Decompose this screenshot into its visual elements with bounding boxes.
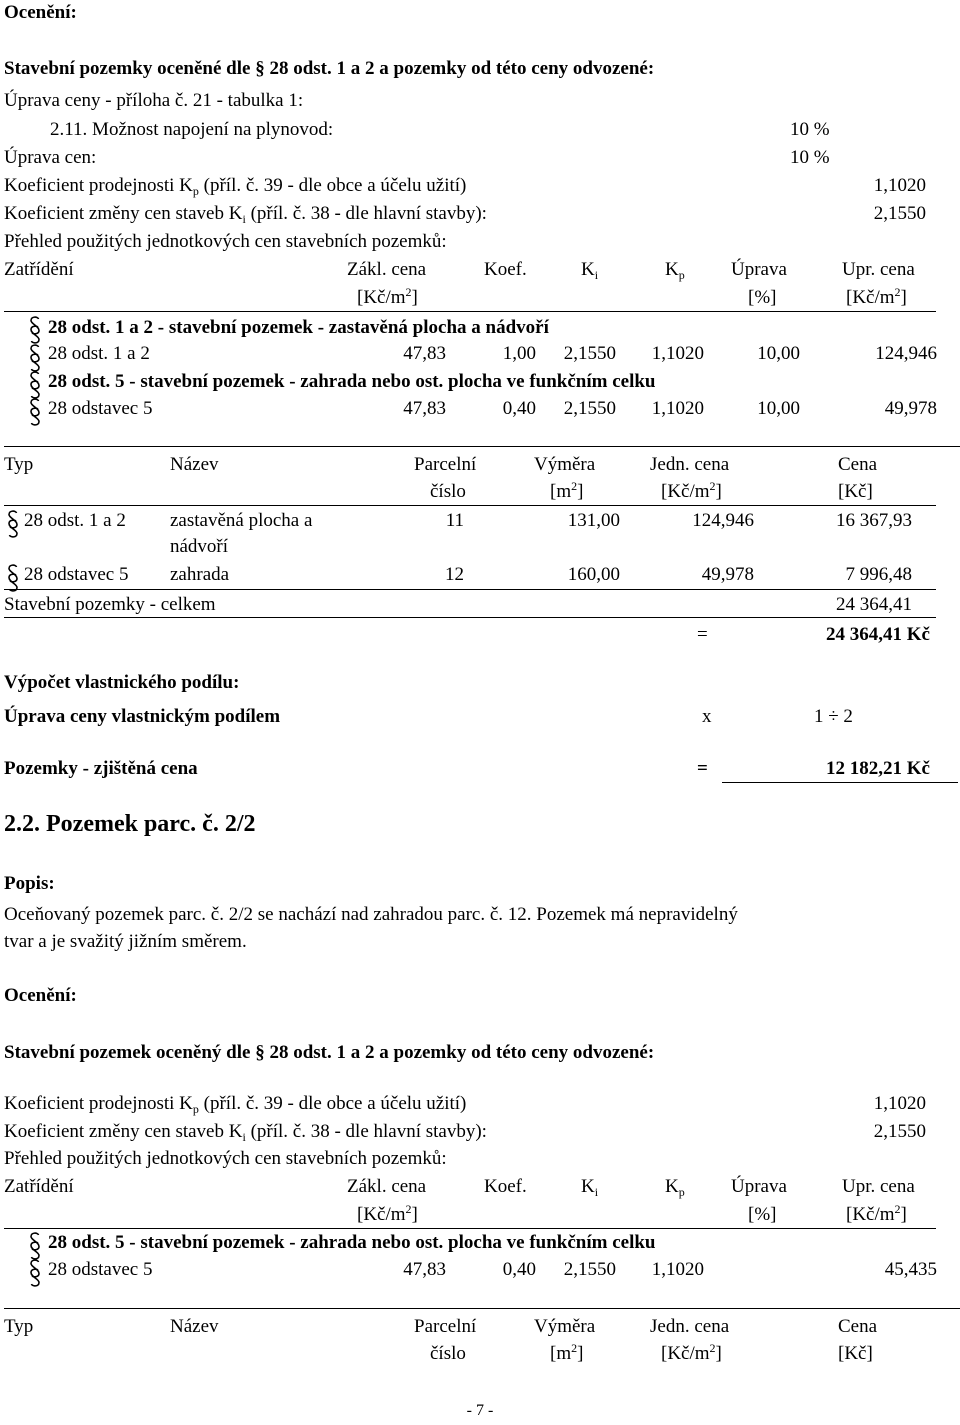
t2-row2-jedn: 49,978 <box>701 564 754 585</box>
hdr-zakl-cena: Zákl. cena <box>347 259 427 280</box>
t4-hdr-cena-unit: [Kč] <box>838 1343 873 1364</box>
plynovod-label: 2.11. Možnost napojení na plynovod: <box>50 119 334 140</box>
kp-label: Koeficient prodejnosti $K_p$ (příl. č. 39 - dle obce a účelu užití) <box>4 175 467 198</box>
plynovod-value: 10 % <box>790 119 830 140</box>
subtitle2: Stavební pozemek oceněný dle § 28 odst. 1 a 2 a pozemky od této ceny odvozené: <box>4 1042 655 1063</box>
paragraph-sign-icon <box>28 315 42 345</box>
celkem-line <box>4 617 936 618</box>
t2-row2-vymera: 160,00 <box>567 564 620 585</box>
paragraph-sign-icon <box>28 1231 42 1261</box>
hdr2-uprava: Úprava <box>731 1176 787 1197</box>
subtitle-stavebni-pozemky: Stavební pozemky oceněné dle § 28 odst. 1 a 2 a pozemky od této ceny odvozené: <box>4 58 655 79</box>
row1-koef: 1,00 <box>502 343 536 364</box>
kp-value: 1,1020 <box>873 175 926 196</box>
t2-row1-parcelni: 11 <box>445 510 464 531</box>
t2-hdr-vymera-unit: $[m^2]$ <box>550 479 584 502</box>
t4-hdr-jedn-unit: $[Kč/m^2]$ <box>661 1341 722 1364</box>
t2-hdr-typ: Typ <box>4 454 34 475</box>
row1-zatrideni: 28 odst. 1 a 2 <box>48 343 150 364</box>
t4-hdr-jedn-cena: Jedn. cena <box>650 1316 730 1337</box>
t2-row1-jedn: 124,946 <box>692 510 754 531</box>
row3-kp: 1,1020 <box>651 1259 704 1280</box>
hdr-kp: $K_p$ <box>665 259 685 282</box>
row2-koef: 0,40 <box>502 398 536 419</box>
t2-row2-nazev: zahrada <box>170 564 230 585</box>
t2-row1-cena: 16 367,93 <box>836 510 912 531</box>
section-title: 2.2. Pozemek parc. č. 2/2 <box>4 811 256 837</box>
ki2-label: Koeficient změny cen staveb $K_i$ (příl. č. 38 - dle hlavní stavby): <box>4 1121 487 1144</box>
t2-row1-nazev: zastavěná plocha a <box>170 510 313 531</box>
row3-upr-cena: 45,435 <box>884 1259 937 1280</box>
zjistena-underline <box>722 782 958 783</box>
row1-kp: 1,1020 <box>651 343 704 364</box>
oceneni2-heading: Ocenění: <box>4 985 77 1006</box>
table2-rows-line <box>4 589 936 590</box>
row2-zatrideni: 28 odstavec 5 <box>48 398 153 419</box>
hdr-ki: $K_i$ <box>581 259 599 282</box>
celkem-label: Stavební pozemky - celkem <box>4 594 216 615</box>
t4-hdr-typ: Typ <box>4 1316 34 1337</box>
ki-value: 2,1550 <box>873 203 926 224</box>
t2-hdr-vymera: Výměra <box>534 454 596 475</box>
row1-ki: 2,1550 <box>563 343 616 364</box>
prehled-label: Přehled použitých jednotkových cen stavebních pozemků: <box>4 231 447 252</box>
t4-hdr-cislo: číslo <box>430 1343 466 1364</box>
uprava-podil-label: Úprava ceny vlastnickým podílem <box>4 706 281 727</box>
row2-ki: 2,1550 <box>563 398 616 419</box>
t2-row2-cena: 7 996,48 <box>845 564 912 585</box>
hdr-uprava: Úprava <box>731 259 787 280</box>
group3-title: 28 odst. 5 - stavební pozemek - zahrada nebo ost. plocha ve funkčním celku <box>48 1232 656 1253</box>
group2-title: 28 odst. 5 - stavební pozemek - zahrada nebo ost. plocha ve funkčním celku <box>48 371 656 392</box>
row2-upr-cena: 49,978 <box>884 398 937 419</box>
kp2-label: Koeficient prodejnosti $K_p$ (příl. č. 39 - dle obce a účelu užití) <box>4 1093 467 1116</box>
table2-header-line <box>4 505 936 506</box>
t2-row2-parcelni: 12 <box>445 564 464 585</box>
hdr2-zakl-cena: Zákl. cena <box>347 1176 427 1197</box>
paragraph-sign-icon <box>28 370 42 400</box>
page-number: - 7 - <box>466 1402 494 1419</box>
t2-row2-typ: 28 odstavec 5 <box>24 564 129 585</box>
table2-top-line <box>4 446 960 447</box>
row2-uprava: 10,00 <box>757 398 800 419</box>
hdr2-kp: $K_p$ <box>665 1176 685 1199</box>
t4-hdr-vymera: Výměra <box>534 1316 596 1337</box>
hdr-koef: Koef. <box>484 259 527 280</box>
hdr2-zatrideni: Zatřídění <box>4 1176 74 1197</box>
ki-label: Koeficient změny cen staveb $K_i$ (příl. č. 38 - dle hlavní stavby): <box>4 203 487 226</box>
podil-value: 1 ÷ 2 <box>814 706 853 727</box>
paragraph-sign-icon <box>28 397 42 427</box>
t2-hdr-nazev: Název <box>170 454 219 475</box>
hdr2-uprava-unit: [%] <box>748 1204 777 1225</box>
uprava-cen-label: Úprava cen: <box>4 147 97 168</box>
t4-hdr-cena: Cena <box>838 1316 878 1337</box>
table-divider <box>4 311 936 312</box>
t2-row1-nazev-cont: nádvoří <box>170 536 229 557</box>
hdr-zatrideni: Zatřídění <box>4 259 74 280</box>
paragraph-sign-icon <box>28 1258 42 1288</box>
t2-hdr-cena: Cena <box>838 454 878 475</box>
group1-title: 28 odst. 1 a 2 - stavební pozemek - zastavěná plocha a nádvoří <box>48 317 549 338</box>
zjistena-label: Pozemky - zjištěná cena <box>4 758 198 779</box>
row1-upr-cena: 124,946 <box>875 343 937 364</box>
hdr2-zakl-unit: $[Kč/m^2]$ <box>357 1202 418 1225</box>
row3-koef: 0,40 <box>502 1259 536 1280</box>
row2-zakl: 47,83 <box>403 398 446 419</box>
row1-zakl: 47,83 <box>403 343 446 364</box>
popis-heading: Popis: <box>4 873 55 894</box>
popis-line1: Oceňovaný pozemek parc. č. 2/2 se nachází nad zahradou parc. č. 12. Pozemek má nepravidelný <box>4 904 738 925</box>
hdr2-ki: $K_i$ <box>581 1176 599 1199</box>
ki2-value: 2,1550 <box>873 1121 926 1142</box>
table3-divider <box>4 1228 936 1229</box>
heading-oceneni: Ocenění: <box>4 2 77 23</box>
t4-hdr-vymera-unit: $[m^2]$ <box>550 1341 584 1364</box>
row3-zakl: 47,83 <box>403 1259 446 1280</box>
prehled2-label: Přehled použitých jednotkových cen stavebních pozemků: <box>4 1148 447 1169</box>
row2-kp: 1,1020 <box>651 398 704 419</box>
t2-hdr-cena-unit: [Kč] <box>838 481 873 502</box>
paragraph-sign-icon <box>28 343 42 373</box>
t2-row1-typ: 28 odst. 1 a 2 <box>24 510 126 531</box>
zjistena-eq: = <box>697 758 708 779</box>
hdr2-upr-cena: Upr. cena <box>842 1176 915 1197</box>
paragraph-sign-icon <box>6 509 20 539</box>
t2-hdr-cislo: číslo <box>430 481 466 502</box>
hdr2-upr-unit: $[Kč/m^2]$ <box>846 1202 907 1225</box>
vypocet-heading: Výpočet vlastnického podílu: <box>4 672 240 693</box>
hdr-upr-cena: Upr. cena <box>842 259 915 280</box>
total-eq: = <box>697 624 708 645</box>
hdr2-koef: Koef. <box>484 1176 527 1197</box>
total-value: 24 364,41 Kč <box>826 624 930 645</box>
row1-uprava: 10,00 <box>757 343 800 364</box>
celkem-value: 24 364,41 <box>836 594 912 615</box>
uprava-cen-value: 10 % <box>790 147 830 168</box>
t2-hdr-jedn-cena: Jedn. cena <box>650 454 730 475</box>
row3-zatrideni: 28 odstavec 5 <box>48 1259 153 1280</box>
kp2-value: 1,1020 <box>873 1093 926 1114</box>
t4-hdr-nazev: Název <box>170 1316 219 1337</box>
row3-ki: 2,1550 <box>563 1259 616 1280</box>
t2-hdr-parcelni: Parcelní <box>414 454 477 475</box>
podil-x: x <box>702 706 712 727</box>
hdr-upr-unit: $[Kč/m^2]$ <box>846 285 907 308</box>
t4-hdr-parcelni: Parcelní <box>414 1316 477 1337</box>
hdr-zakl-unit: $[Kč/m^2]$ <box>357 285 418 308</box>
t2-row1-vymera: 131,00 <box>567 510 620 531</box>
t2-hdr-jedn-unit: $[Kč/m^2]$ <box>661 479 722 502</box>
zjistena-value: 12 182,21 Kč <box>826 758 930 779</box>
hdr-uprava-unit: [%] <box>748 287 777 308</box>
popis-line2: tvar a je svažitý jižním směrem. <box>4 931 247 952</box>
uprava-intro: Úprava ceny - příloha č. 21 - tabulka 1: <box>4 90 304 111</box>
table4-top-line <box>4 1308 960 1309</box>
